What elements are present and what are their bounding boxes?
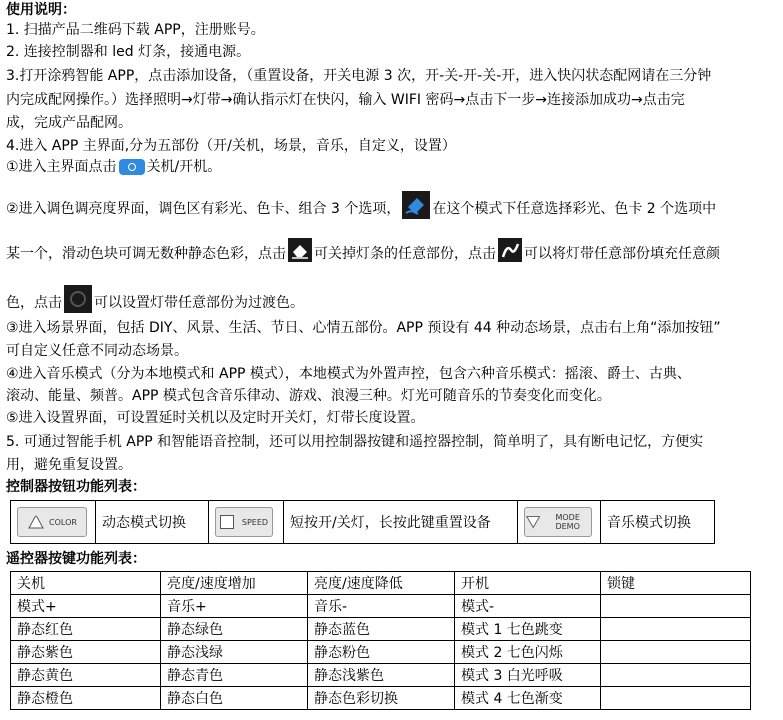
table-cell — [601, 595, 751, 618]
sub-step-2-text-f: 色，点击 — [6, 295, 62, 311]
step-2: 2. 连接控制器和 led 灯条，接通电源。 — [6, 44, 251, 60]
table-row — [11, 618, 751, 641]
controller-key-cell — [209, 501, 284, 544]
step-3-line-1: 3.打开涂鸦智能 APP，点击添加设备，（重置设备，开关电源 3 次，开-关-开-关-开，进入快闪状态配网请在三分钟 — [6, 68, 712, 84]
step-5-line-1: 5. 可通过智能手机 APP 和智能语音控制，还可以用控制器按键和遥控器控制，简单明了，具有断电记忆，方便实 — [6, 434, 704, 450]
power-toggle-icon — [119, 159, 145, 175]
color-key-label: COLOR — [49, 517, 77, 527]
table-cell: 亮度/速度增加 — [161, 572, 308, 595]
gradient-icon — [64, 285, 92, 313]
table-cell: 静态红色 — [11, 618, 161, 641]
step-5-line-2: 用，避免重复设置。 — [6, 457, 132, 473]
controller-title: 控制器按钮功能列表： — [6, 479, 146, 495]
sub-step-2-line-3 — [6, 289, 304, 317]
step-3-line-2: 内完成配网操作。）选择照明→灯带→确认指示灯在快闪，输入 WIFI 密码→点击下一步→连接添加成功→点击完 — [6, 92, 685, 108]
eraser-icon — [288, 238, 312, 262]
table-cell: 音乐- — [308, 595, 455, 618]
table-cell: 静态蓝色 — [308, 618, 455, 641]
sub-step-4-line-2: 滚动、能量、频普。APP 模式包含音乐律动、游戏、浪漫三种。灯光可随音乐的节奏变化而变化。 — [6, 388, 611, 404]
sub-step-2-text-b: 在这个模式下任意选择彩光、色卡 2 个选项中 — [432, 201, 717, 217]
table-cell: 静态橙色 — [11, 687, 161, 710]
sub-step-1 — [6, 157, 221, 177]
controller-function-cell: 音乐模式切换 — [601, 501, 715, 544]
sub-step-2-text-g: 可以设置灯带任意部份为过渡色。 — [94, 295, 304, 311]
table-cell: 模式- — [455, 595, 601, 618]
controller-function-cell: 动态模式切换 — [96, 501, 209, 544]
table-cell: 静态粉色 — [308, 641, 455, 664]
remote-key-table — [10, 571, 751, 710]
sub-step-2-text-d: 可关掉灯条的任意部份，点击 — [314, 246, 496, 262]
sub-step-3-line-1: ③进入场景界面，包括 DIY、风景、生活、节日、心情五部份。APP 预设有 44 种动态场景，点击右上角“添加按钮” — [6, 320, 721, 336]
controller-key-cell — [11, 501, 96, 544]
table-cell: 模式 3 白光呼吸 — [455, 664, 601, 687]
table-cell: 静态黄色 — [11, 664, 161, 687]
sub-step-2-text-c: 某一个，滑动色块可调无数种静态色彩，点击 — [6, 246, 286, 262]
table-cell: 静态白色 — [161, 687, 308, 710]
paint-bucket-icon — [402, 191, 430, 219]
table-cell: 关机 — [11, 572, 161, 595]
table-cell: 静态浅绿 — [161, 641, 308, 664]
step-3-line-3: 成，完成产品配网。 — [6, 115, 132, 131]
sub-step-3-line-2: 可自定义任意不同动态场景。 — [6, 343, 188, 359]
sub-step-2-line-2 — [6, 242, 720, 266]
table-cell: 模式+ — [11, 595, 161, 618]
mode-demo-key-icon — [524, 507, 592, 537]
table-cell: 静态青色 — [161, 664, 308, 687]
sub-step-2-text-e: 可以将灯带任意部份填充任意颜 — [524, 246, 720, 262]
table-cell: 模式 1 七色跳变 — [455, 618, 601, 641]
speed-power-key-icon — [215, 507, 273, 537]
table-cell: 静态绿色 — [161, 618, 308, 641]
brush-icon — [498, 238, 522, 262]
table-row — [11, 595, 751, 618]
table-cell: 模式 4 七色渐变 — [455, 687, 601, 710]
table-cell — [601, 618, 751, 641]
controller-button-table — [10, 500, 715, 544]
sub-step-2-line-1 — [6, 195, 716, 223]
table-cell: 静态浅紫色 — [308, 664, 455, 687]
step-4: 4.进入 APP 主界面,分为五部份（开/关机，场景，音乐，自定义，设置） — [6, 138, 456, 154]
table-cell: 音乐+ — [161, 595, 308, 618]
table-cell: 静态色彩切换 — [308, 687, 455, 710]
table-cell: 开机 — [455, 572, 601, 595]
mode-demo-key-label: MODE DEMO — [555, 513, 580, 531]
sub-step-1-text-a: ①进入主界面点击 — [6, 159, 117, 175]
remote-title: 遥控器按键功能列表： — [6, 551, 146, 567]
table-cell — [601, 687, 751, 710]
sub-step-1-text-b: 关机/开机。 — [146, 159, 222, 175]
sub-step-2-text-a: ②进入调色调亮度界面，调色区有彩光、色卡、组合 3 个选项， — [6, 201, 401, 217]
table-cell — [601, 664, 751, 687]
table-cell: 静态紫色 — [11, 641, 161, 664]
table-cell: 模式 2 七色闪烁 — [455, 641, 601, 664]
table-cell: 锁键 — [601, 572, 751, 595]
table-row — [11, 687, 751, 710]
controller-function-cell: 短按开/关灯，长按此键重置设备 — [284, 501, 518, 544]
table-cell — [601, 641, 751, 664]
table-row — [11, 664, 751, 687]
controller-key-cell — [518, 501, 601, 544]
color-key-icon — [17, 507, 87, 537]
table-cell: 亮度/速度降低 — [308, 572, 455, 595]
table-row — [11, 501, 715, 544]
instructions-title: 使用说明： — [6, 2, 76, 18]
table-row — [11, 572, 751, 595]
square-icon — [220, 515, 234, 529]
speed-key-label: SPEED — [241, 517, 269, 527]
step-1: 1. 扫描产品二维码下载 APP，注册账号。 — [6, 22, 265, 38]
table-row — [11, 641, 751, 664]
sub-step-4-line-1: ④进入音乐模式（分为本地模式和 APP 模式），本地模式为外置声控，包含六种音乐模式：摇滚、爵士、古典、 — [6, 366, 691, 382]
sub-step-5: ⑤进入设置界面，可设置延时关机以及定时开关灯，灯带长度设置。 — [6, 410, 425, 426]
